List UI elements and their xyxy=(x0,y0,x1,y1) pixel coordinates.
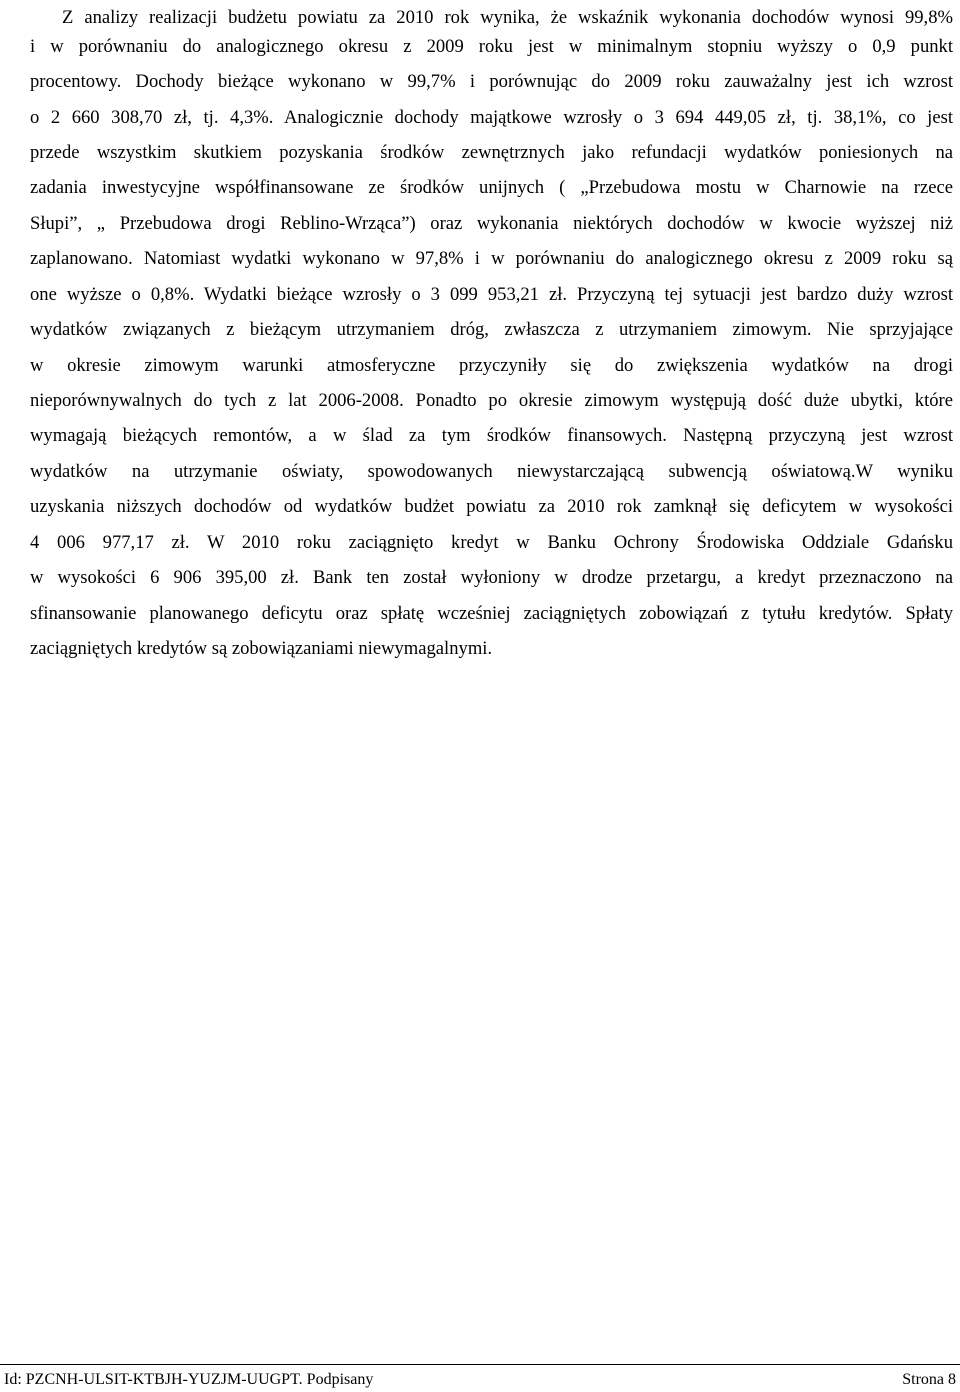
paragraph-line-11: w okresie zimowym warunki atmosferyczne przyczyniły się do zwiększenia wydatków na drogi xyxy=(30,355,953,376)
paragraph-line-12: nieporównywalnych do tych z lat 2006-2008. Ponadto po okresie zimowym występują dość duże ubytki, które xyxy=(30,390,953,411)
paragraph-line-9: one wyższe o 0,8%. Wydatki bieżące wzrosły o 3 099 953,21 zł. Przyczyną tej sytuacji jest bardzo duży wzrost xyxy=(30,284,953,305)
paragraph-line-13: wymagają bieżących remontów, a w ślad za tym środków finansowych. Następną przyczyną jest wzrost xyxy=(30,425,953,446)
paragraph-line-5: przede wszystkim skutkiem pozyskania środków zewnętrznych jako refundacji wydatków poniesionych na xyxy=(30,142,953,163)
paragraph-line-18: sfinansowanie planowanego deficytu oraz spłatę wcześniej zaciągniętych zobowiązań z tytułu kredytów. Spłaty xyxy=(30,603,953,624)
paragraph-line-7: Słupi”, „ Przebudowa drogi Reblino-Wrząca”) oraz wykonania niektórych dochodów w kwocie wyższej niż xyxy=(30,213,953,234)
document-id: Id: PZCNH-ULSIT-KTBJH-YUZJM-UUGPT. Podpisany xyxy=(4,1371,374,1388)
paragraph-line-17: w wysokości 6 906 395,00 zł. Bank ten został wyłoniony w drodze przetargu, a kredyt przeznaczono na xyxy=(30,567,953,588)
paragraph-line-2: i w porównaniu do analogicznego okresu z 2009 roku jest w minimalnym stopniu wyższy o 0,9 punkt xyxy=(30,36,953,57)
paragraph-line-4: o 2 660 308,70 zł, tj. 4,3%. Analogicznie dochody majątkowe wzrosły o 3 694 449,05 zł, tj. 38,1%, co jest xyxy=(30,107,953,128)
page-number: Strona 8 xyxy=(902,1371,956,1388)
paragraph-line-8: zaplanowano. Natomiast wydatki wykonano w 97,8% i w porównaniu do analogicznego okresu z 2009 roku są xyxy=(30,248,953,269)
paragraph-line-14: wydatków na utrzymanie oświaty, spowodowanych niewystarczającą subwencją oświatową.W wyniku xyxy=(30,461,953,482)
paragraph-line-15: uzyskania niższych dochodów od wydatków budżet powiatu za 2010 rok zamknął się deficytem w wysokości xyxy=(30,496,953,517)
paragraph-line-10: wydatków związanych z bieżącym utrzymaniem dróg, zwłaszcza z utrzymaniem zimowym. Nie sprzyjające xyxy=(30,319,953,340)
paragraph-line-19: zaciągniętych kredytów są zobowiązaniami niewymagalnymi. xyxy=(30,638,493,659)
page-footer xyxy=(0,1364,960,1392)
paragraph-line-1: Z analizy realizacji budżetu powiatu za 2010 rok wynika, że wskaźnik wykonania dochodów wynosi 99,8% xyxy=(62,7,953,28)
paragraph-line-3: procentowy. Dochody bieżące wykonano w 99,7% i porównując do 2009 roku zauważalny jest ich wzrost xyxy=(30,71,953,92)
paragraph-line-16: 4 006 977,17 zł. W 2010 roku zaciągnięto kredyt w Banku Ochrony Środowiska Oddziale Gdańsku xyxy=(30,532,953,553)
paragraph-line-6: zadania inwestycyjne współfinansowane ze środków unijnych ( „Przebudowa mostu w Charnowie na rzece xyxy=(30,177,953,198)
